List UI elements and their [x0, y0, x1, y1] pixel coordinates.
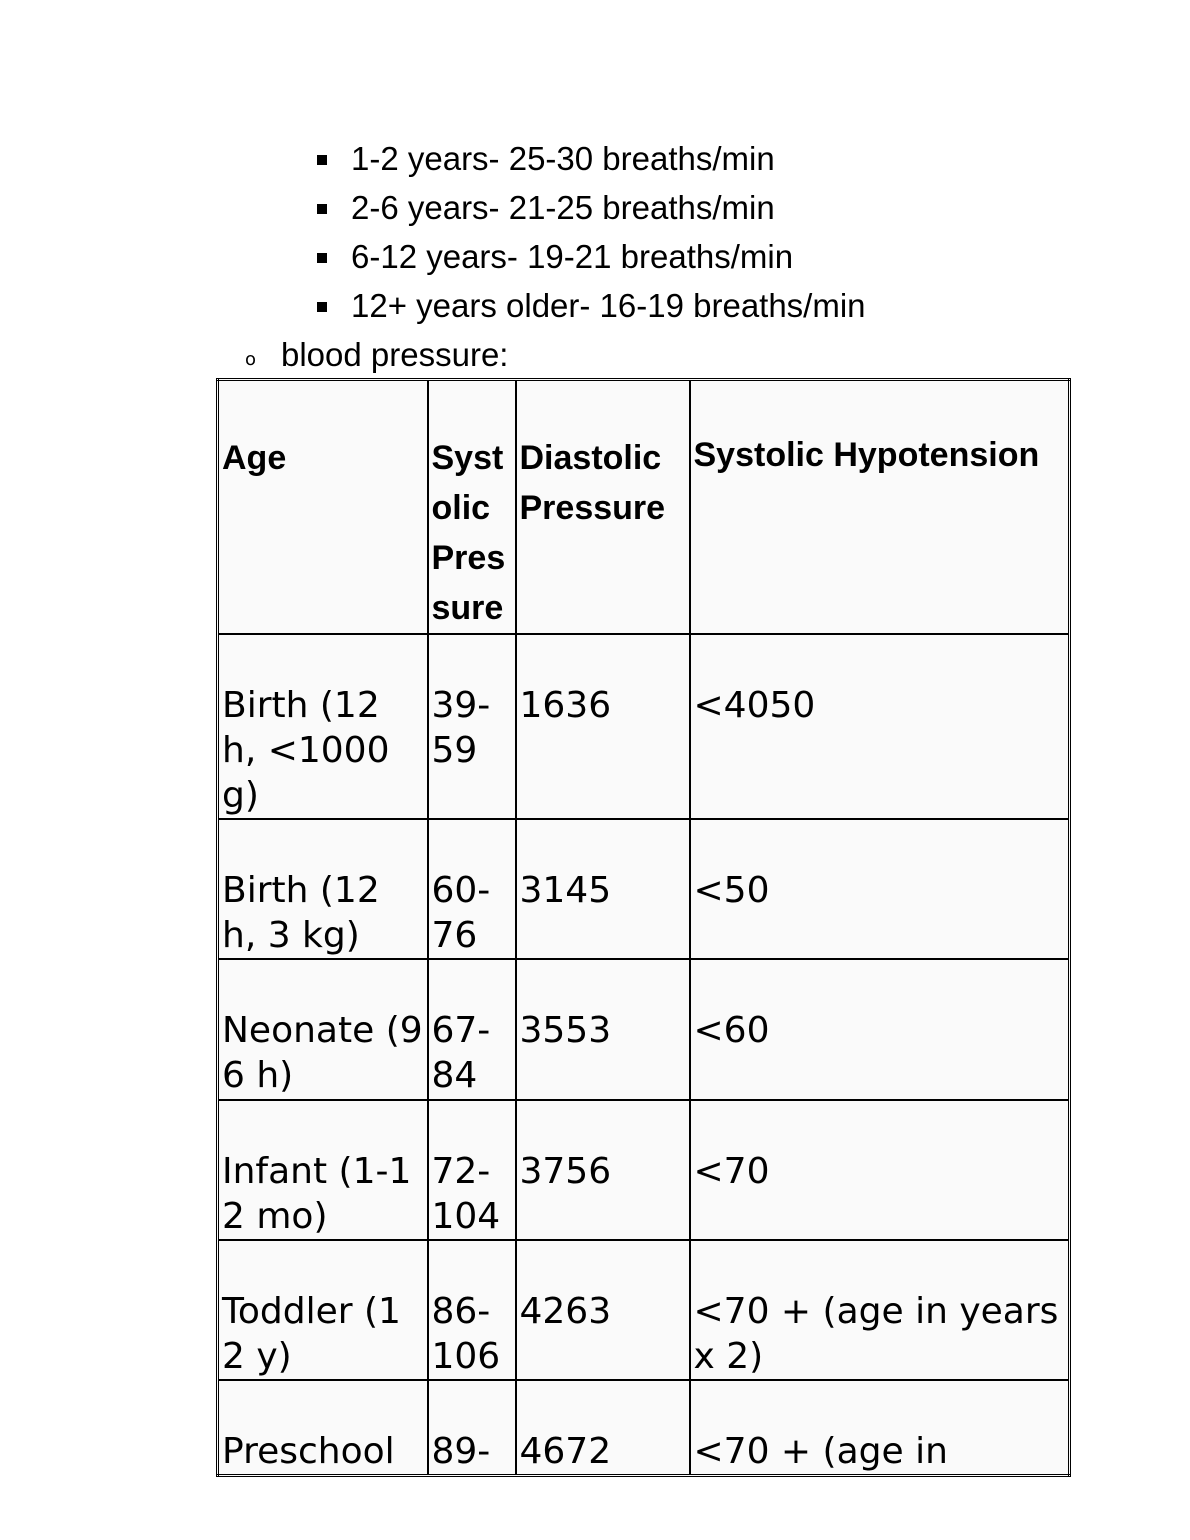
cell-age: Toddler (12 y)	[218, 1240, 428, 1380]
square-bullet-icon	[317, 155, 327, 165]
cell-age: Neonate (96 h)	[218, 959, 428, 1100]
cell-systolic: 72-104	[428, 1100, 516, 1240]
header-age: Age	[218, 380, 428, 635]
cell-diastolic: 4263	[516, 1240, 690, 1380]
cell-systolic: 89-	[428, 1380, 516, 1476]
cell-diastolic: 1636	[516, 634, 690, 819]
cell-diastolic: 3145	[516, 819, 690, 959]
cell-systolic: 39-59	[428, 634, 516, 819]
cell-age: Preschool	[218, 1380, 428, 1476]
cell-hypotension: <50	[690, 819, 1070, 959]
table-row	[218, 1380, 1070, 1476]
cell-hypotension: <60	[690, 959, 1070, 1100]
list-item: 12+ years older- 16-19 breaths/min	[351, 287, 866, 324]
blood-pressure-table	[216, 378, 1071, 1477]
cell-diastolic: 3756	[516, 1100, 690, 1240]
cell-systolic: 60-76	[428, 819, 516, 959]
header-diastolic-pressure: Diastolic Pressure	[516, 380, 690, 635]
cell-hypotension: <70 + (age in years x 2)	[690, 1240, 1070, 1380]
square-bullet-icon	[317, 204, 327, 214]
cell-age: Infant (1-12 mo)	[218, 1100, 428, 1240]
table-row	[218, 1100, 1070, 1240]
cell-hypotension: <70 + (age in	[690, 1380, 1070, 1476]
table-row	[218, 959, 1070, 1100]
list-item: 6-12 years- 19-21 breaths/min	[351, 238, 794, 275]
cell-systolic: 67-84	[428, 959, 516, 1100]
cell-systolic: 86-106	[428, 1240, 516, 1380]
circle-bullet-icon: o	[245, 349, 257, 370]
cell-age: Birth (12 h, 3 kg)	[218, 819, 428, 959]
cell-hypotension: <4050	[690, 634, 1070, 819]
cell-hypotension: <70	[690, 1100, 1070, 1240]
list-item: 1-2 years- 25-30 breaths/min	[351, 140, 775, 177]
table-row	[218, 634, 1070, 819]
list-item: 2-6 years- 21-25 breaths/min	[351, 189, 775, 226]
header-systolic-pressure: Systolic Pressure	[428, 380, 516, 635]
table-row	[218, 819, 1070, 959]
table-row	[218, 1240, 1070, 1380]
cell-diastolic: 4672	[516, 1380, 690, 1476]
table-header-row	[218, 380, 1070, 635]
blood-pressure-heading: blood pressure:	[281, 336, 509, 373]
square-bullet-icon	[317, 302, 327, 312]
cell-age: Birth (12 h, <1000 g)	[218, 634, 428, 819]
cell-diastolic: 3553	[516, 959, 690, 1100]
header-systolic-hypotension: Systolic Hypotension	[690, 380, 1070, 635]
square-bullet-icon	[317, 253, 327, 263]
